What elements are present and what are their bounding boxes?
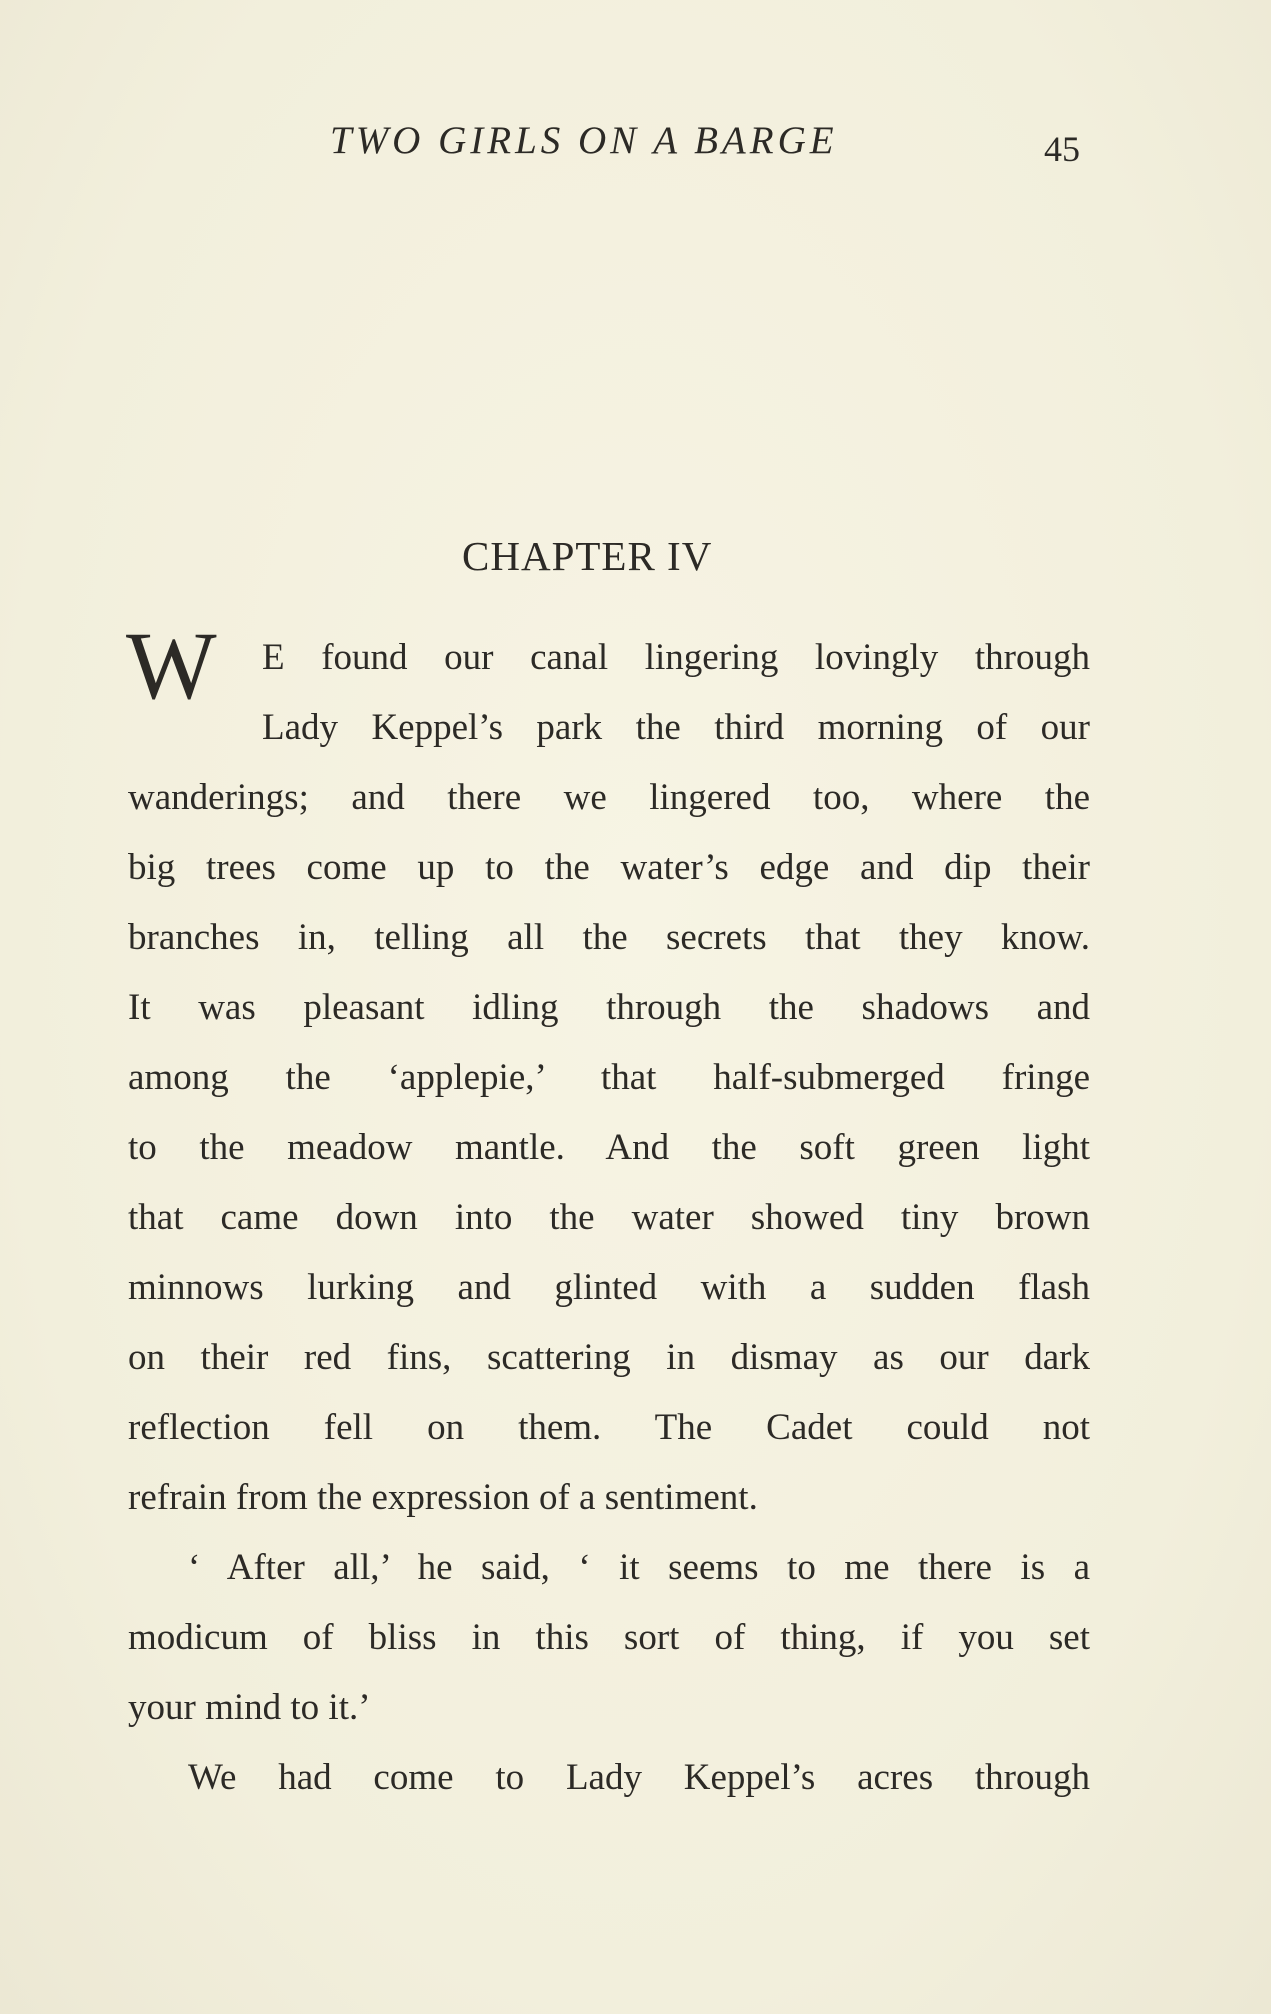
text-line: branches in, telling all the secrets that they know. — [128, 917, 1090, 958]
text-line: that came down into the water showed tiny brown — [128, 1197, 1090, 1238]
text-line: reflection fell on them. The Cadet could not — [128, 1407, 1090, 1448]
text-line: among the ‘applepie,’ that half-submerged fringe — [128, 1057, 1090, 1098]
text-line: It was pleasant idling through the shadows and — [128, 987, 1090, 1028]
text-line: wanderings; and there we lingered too, where the — [128, 777, 1090, 818]
text-line: Lady Keppel’s park the third morning of our — [262, 707, 1090, 748]
text-line: to the meadow mantle. And the soft green light — [128, 1127, 1090, 1168]
page-number: 45 — [1044, 129, 1080, 169]
text-line: big trees come up to the water’s edge and dip their — [128, 847, 1090, 888]
chapter-heading: CHAPTER IV — [462, 533, 713, 579]
text-line: refrain from the expression of a sentiment. — [128, 1477, 758, 1518]
text-line: minnows lurking and glinted with a sudden flash — [128, 1267, 1090, 1308]
text-line: ‘ After all,’ he said, ‘ it seems to me there is a — [188, 1547, 1090, 1588]
text-line: We had come to Lady Keppel’s acres through — [188, 1757, 1090, 1798]
running-title: TWO GIRLS ON A BARGE — [330, 119, 838, 162]
text-line: on their red fins, scattering in dismay as our dark — [128, 1337, 1090, 1378]
text-line: E found our canal lingering lovingly through — [262, 637, 1090, 678]
text-line: your mind to it.’ — [128, 1687, 371, 1728]
drop-cap: W — [126, 612, 217, 719]
text-line: modicum of bliss in this sort of thing, if you set — [128, 1617, 1090, 1658]
